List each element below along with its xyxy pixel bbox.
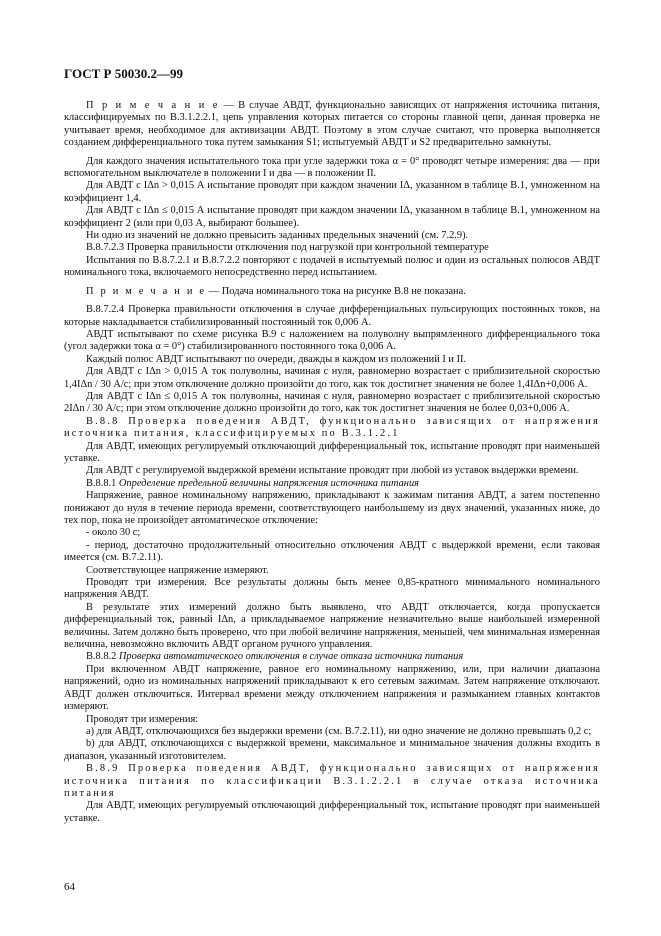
note-label: П р и м е ч а н и е [86,100,220,111]
list-item: a) для АВДТ, отключающихся без выдержки времени (см. В.7.2.11), ни одно значение не должно превышать 0,2 с; [86,725,592,737]
paragraph: Проводят три измерения. Все результаты должны быть менее 0,85-кратного минимального номинального напряжения АВДТ. [64,577,600,601]
paragraph: В результате этих измерений должно быть выявлено, что АВДТ отключается, когда пропускается дифференциальный ток, равный IΔn, а прикладываемое напряжение незначительно выше наибольшей измеренной величины. Затем должно быть проверено, что при любой величине напряжения, меньшей, чем минимальная измеренная величина, невозможно включить АВДТ органом ручного управления. [64,601,600,651]
paragraph: Проводят три измерения: [86,713,199,725]
paragraph: Испытания по В.8.7.2.1 и В.8.7.2.2 повторяют с подачей в испытуемый полюс и один из остальных полюсов АВДТ номинального тока, включаемого непосредственно перед испытанием. [64,254,600,279]
paragraph: Для АВДТ с IΔn ≤ 0,015 А ток полуволны, начиная с нуля, равномерно возрастает с приблизительной скоростью 2IΔn / 30 А/с; при этом отключение должно произойти до того, как ток достигнет значения не более 0,03+0,006 А. [64,390,600,415]
page-number: 64 [64,881,75,893]
note-paragraph: П р и м е ч а н и е — Подача номинального тока на рисунке В.8 не показана. [86,285,466,297]
note-paragraph: П р и м е ч а н и е — В случае АВДТ, функционально зависящих от напряжения источника питания, классифицируемых по В.3.1.2.2.1, цепь управления которых питается со стороны главной цепи, данная проверка не учитывает время, необходимое для активизации АВДТ. Поэтому в этом случае считают, что проверка выполняется созданием дифференциального тока путем замыкания S1; испытуемый АВДТ и S2 предварительно замкнуты. [64,100,600,149]
paragraph: Для АВДТ, имеющих регулируемый отключающий дифференциальный ток, испытание проводят при наименьшей уставке. [64,800,600,824]
paragraph: Соответствующее напряжение измеряют. [86,564,269,576]
subsection-heading: В.8.8.2 Проверка автоматического отключения в случае отказа источника питания [86,651,464,663]
paragraph: Для АВДТ с регулируемой выдержкой времени испытание проводят при любой из уставок выдержки времени. [86,465,579,477]
paragraph: Для каждого значения испытательного тока при угле задержки тока α = 0° проводят четыре измерения: два — при вспомогательном выключателе в положении I и два — в положении II. [64,155,600,180]
section-heading: В.8.7.2.3 Проверка правильности отключения под нагрузкой при контрольной температуре [86,242,489,254]
page-content [64,100,600,825]
list-item: - около 30 с; [86,527,141,539]
paragraph: Для АВДТ с IΔn ≤ 0,015 А испытание проводят при каждом значении IΔ, указанном в таблице В.1, умноженном на коэффициент 2 (или при 0,03 А, выбирают большее). [64,205,600,229]
paragraph: Каждый полюс АВДТ испытывают по очереди, дважды в каждом из положений I и II. [86,353,467,365]
list-item: b) для АВДТ, отключающихся с выдержкой времени, максимальное и минимальное значения должны входить в диапазон, указанный изготовителем. [64,738,600,762]
section-heading: В.8.7.2.4 Проверка правильности отключения в случае дифференциальных пульсирующих постоянных токов, на которые накладывается стабилизированный постоянный ток 0,006 А. [64,304,600,328]
paragraph: Ни одно из значений не должно превысить заданных предельных значений (см. 7.2.9). [86,230,469,242]
list-item: - период, достаточно продолжительный относительно отключения АВДТ с выдержкой времени, если таковая имеется (см. В.7.2.11). [64,539,600,564]
note-label: П р и м е ч а н и е [86,285,207,297]
paragraph: Напряжение, равное номинальному напряжению, прикладывают к зажимам питания АВДТ, а затем постепенно понижают до нуля в течение периода времени, соответствующего наибольшему из двух значений, указанных ниже, до тех пор, пока не произойдет автоматическое отключение: [64,490,600,526]
paragraph: При включенном АВДТ напряжение, равное его номинальному напряжению, или, при наличии диапазона напряжений, одно из номинальных напряжений прикладывают к его сетевым зажимам. Затем напряжение отключают. АВДТ должен отключиться. Интервал времени между отключением напряжения и размыканием главных контактов измеряют. [64,663,600,713]
section-heading: В.8.9 Проверка поведения АВДТ, функционально зависящих от напряжения источника питания по классификации В.3.1.2.2.1 в случае отказа источника питания [64,763,600,799]
paragraph: Для АВДТ с IΔn > 0,015 А испытание проводят при каждом значении IΔ, указанном в таблице В.1, умноженном на коэффициент 1,4. [64,180,600,204]
paragraph: АВДТ испытывают по схеме рисунка В.9 с наложением на полуволну выпрямленного дифференциального тока (угол задержки тока α = 0°) стабилизированного постоянного тока 0,006 А. [64,328,600,353]
paragraph: Для АВДТ с IΔn > 0,015 А ток полуволны, начиная с нуля, равномерно возрастает с приблизительной скоростью 1,4IΔn / 30 А/с; при этом отключение должно произойти до того, как ток достигнет значения не более 1,4IΔn+0,006 А. [64,366,600,390]
section-heading: В.8.8 Проверка поведения АВДТ, функционально зависящих от напряжения источника питания, классифицируемых по В.3.1.2.1 [64,415,600,440]
subsection-heading: В.8.8.1 Определение предельной величины напряжения источника питания [86,477,419,489]
page-header: ГОСТ Р 50030.2—99 [64,66,183,81]
paragraph: Для АВДТ, имеющих регулируемый отключающий дифференциальный ток, испытание проводят при наименьшей уставке. [64,440,600,464]
